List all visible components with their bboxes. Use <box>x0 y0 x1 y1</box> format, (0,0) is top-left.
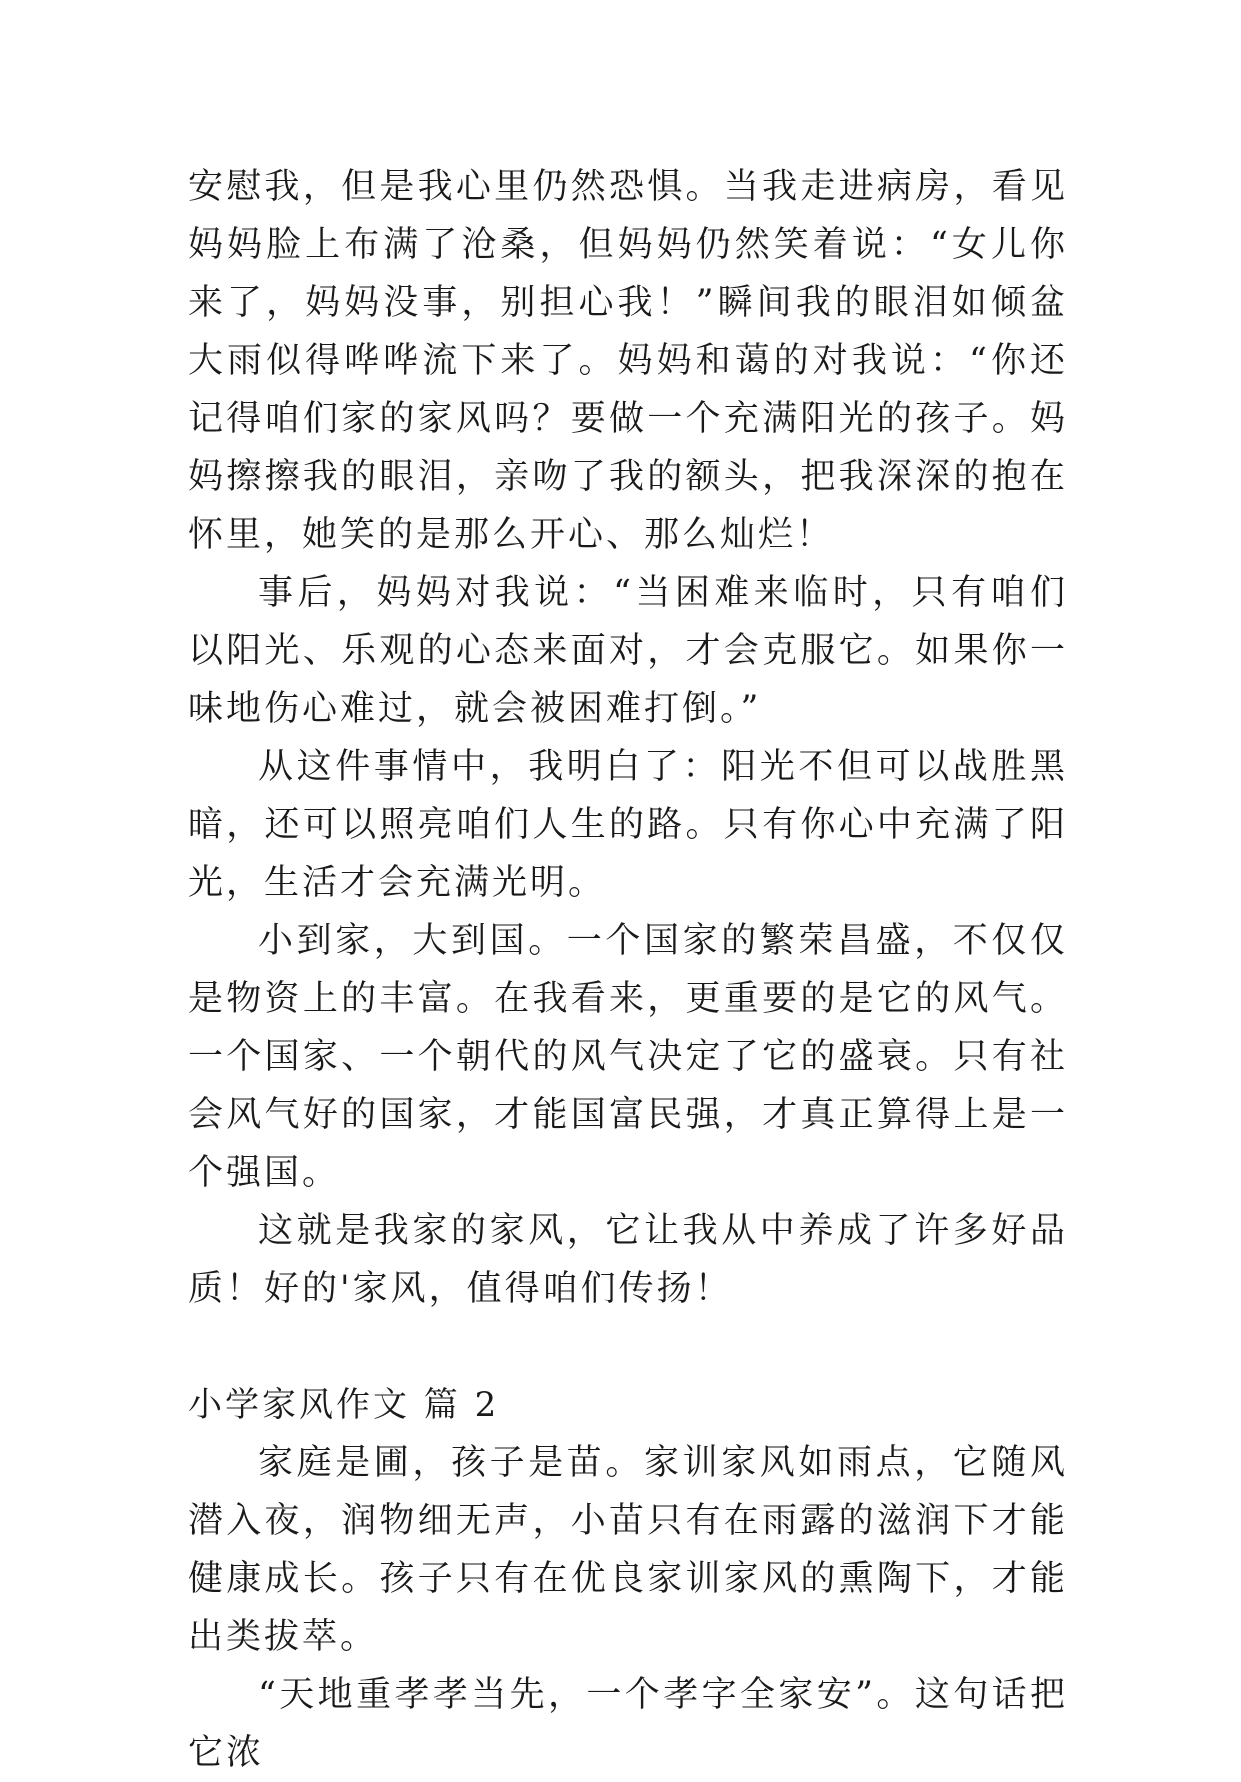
document-page <box>188 158 1068 1782</box>
section-title: 小学家风作文 篇 2 <box>188 1385 500 1425</box>
paragraph-2: 事后，妈妈对我说：“当困难来临时，只有咱们以阳光、乐观的心态来面对，才会克服它。如果你一味地伤心难过，就会被困难打倒。” <box>188 573 1068 729</box>
paragraph-6: 家庭是圃，孩子是苗。家训家风如雨点，它随风潜入夜，润物细无声，小苗只有在雨露的滋润下才能健康成长。孩子只有在优良家训家风的熏陶下，才能出类拔萃。 <box>188 1443 1068 1657</box>
paragraph-4: 小到家，大到国。一个国家的繁荣昌盛，不仅仅是物资上的丰富。在我看来，更重要的是它的风气。一个国家、一个朝代的风气决定了它的盛衰。只有社会风气好的国家，才能国富民强，才真正算得上是一个强国。 <box>188 921 1068 1193</box>
paragraph-3: 从这件事情中，我明白了：阳光不但可以战胜黑暗，还可以照亮咱们人生的路。只有你心中充满了阳光，生活才会充满光明。 <box>188 747 1068 903</box>
paragraph-1: 安慰我，但是我心里仍然恐惧。当我走进病房，看见妈妈脸上布满了沧桑，但妈妈仍然笑着说：“女儿你来了，妈妈没事，别担心我！”瞬间我的眼泪如倾盆大雨似得哗哗流下来了。妈妈和蔼的对我说：“你还记得咱们家的家风吗？要做一个充满阳光的孩子。妈妈擦擦我的眼泪，亲吻了我的额头，把我深深的抱在怀里，她笑的是那么开心、那么灿烂！ <box>188 167 1068 555</box>
paragraph-7: “天地重孝孝当先，一个孝字全家安”。这句话把它浓 <box>188 1675 1068 1773</box>
paragraph-5: 这就是我家的家风，它让我从中养成了许多好品质！好的'家风，值得咱们传扬！ <box>188 1211 1068 1309</box>
